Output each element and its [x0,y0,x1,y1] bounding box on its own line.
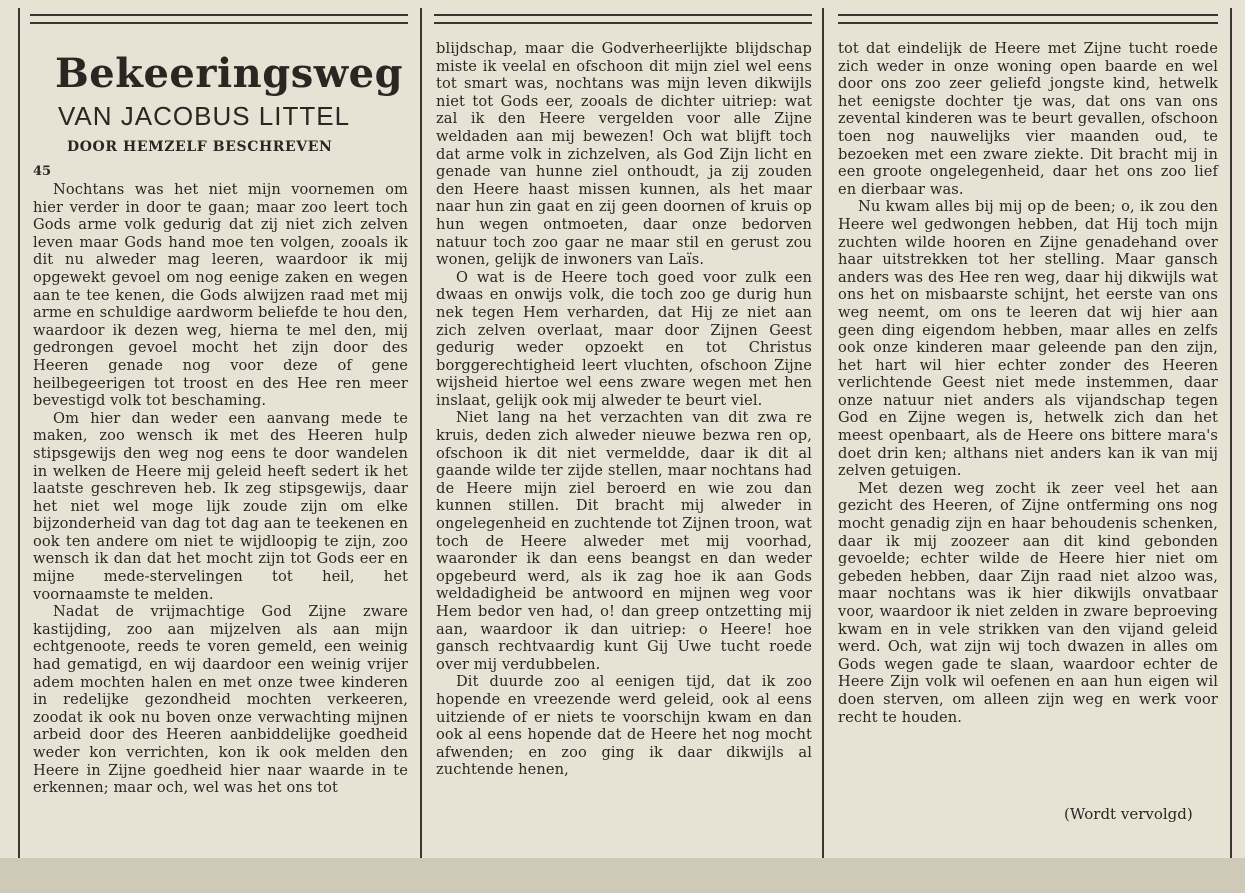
article-subtitle: VAN JACOBUS LITTEL [58,101,351,131]
paragraph: tot dat eindelijk de Heere met Zijne tucht roede zich weder in onze woning open baarde en wel door ons zoo zeer geliefd jongste kind, hetwelk het eenigste dochter tje was, dat ons van ons zevental kinderen was te beurt gevallen, ofschoon toen nog nauwelijks vier maanden oud, te bezoeken met een zware ziekte. Dit bracht mij in een groote ongelegenheid, daar het ons zoo lief en dierbaar was. [838,40,1218,198]
paragraph: Nadat de vrijmachtige God Zijne zware kastijding, zoo aan mijzelven als aan mijn echtgenoote, reeds te voren gemeld, een weinig had gematigd, en wij daardoor een weinig vrijer adem mochten halen en met onze twee kinderen in redelijke gezondheid mochten verkeeren, zoodat ik ook nu boven onze verwachting mijnen arbeid door des Heeren aanbiddelijke goedheid weder kon verrichten, kon ik ook melden den Heere in Zijne goedheid hier naar waarde in te erkennen; maar och, wel was het ons tot [33,603,408,797]
paragraph: Niet lang na het verzachten van dit zwa re kruis, deden zich alweder nieuwe bezwa ren op, ofschoon ik dit niet vermeldde, daar ik dit al gaande wilde ter zijde stellen, maar nochtans had de Heere mijn ziel beroerd en wie zou dan kunnen stillen. Dit bracht mij alweder in ongelegenheid en zuchtende tot Zijnen troon, wat toch de Heere alweder met mij voorhad, waaronder ik dan eens beangst en dan weder opgebeurd werd, als ik zag hoe ik aan Gods weldadigheid be antwoord en mijnen weg voor Hem bedor ven had, o! dan greep ontzetting mij aan, waardoor ik dan uitriep: o Heere! hoe gansch rechtvaardig kunt Gij Uwe tucht roede over mij verdubbelen. [436,409,812,673]
paragraph: O wat is de Heere toch goed voor zulk een dwaas en onwijs volk, die toch zoo ge durig hun nek tegen Hem verharden, dat Hij ze niet aan zich zelven overlaat, maar door Zijnen Geest gedurig weder opzoekt en tot Christus borggerechtigheid leert vluchten, ofschoon Zijne wijsheid hiertoe wel eens zware wegen met hen inslaat, gelijk ook mij alweder te beurt viel. [436,268,812,409]
installment-number: 45 [33,164,52,179]
page-bottom-margin [0,858,1245,893]
continued-notice: (Wordt vervolgd) [1064,805,1193,823]
article-column-2 [436,40,812,779]
paragraph: Dit duurde zoo al eenigen tijd, dat ik zoo hopende en vreezende werd geleid, ook al eens uitziende of er niets te voorschijn kwam en dan ook al eens hopende dat de Heere het nog mocht afwenden; en zoo ging ik daar dikwijls al zuchtende henen, [436,673,812,779]
article-column-1 [33,181,408,797]
article-byline: DOOR HEMZELF BESCHREVEN [67,139,333,155]
paragraph: Nochtans was het niet mijn voornemen om hier verder in door te gaan; maar zoo leert toch Gods arme volk gedurig dat zij niet zich zelven leven maar Gods hand moe ten volgen, zooals ik dit nu alweder mag leeren, waardoor ik mij opgewekt gevoel om nog eenige zaken en wegen aan te tee kenen, die Gods alwijzen raad met mij arme en schuldige aardworm beliefde te hou den, waardoor ik dezen weg, hierna te mel den, mij gedrongen gevoel mocht het zijn door des Heeren genade nog voor deze of gene heilbegeerigen tot troost en des Hee ren meer bevestigd volk tot beschaming. [33,181,408,410]
column-rule-1 [420,8,422,858]
paragraph: Met dezen weg zocht ik zeer veel het aan gezicht des Heeren, of Zijne ontferming ons nog mocht genadig zijn en haar behoudenis schenken, daar ik mij zoozeer aan dit kind gebonden gevoelde; echter wilde de Heere hier niet om gebeden hebben, daar Zijn raad niet alzoo was, maar nochtans was ik hier dikwijls onvatbaar voor, waardoor ik niet zelden in zware beproeving kwam en in vele strikken van den vijand geleid werd. Och, wat zijn wij toch dwazen in alles om Gods wegen gade te slaan, waardoor echter de Heere Zijn volk wil oefenen en aan hun eigen wil doen sterven, om alleen zijn weg en werk voor recht te houden. [838,479,1218,726]
top-rule-column-3 [838,14,1218,24]
article-column-3 [838,40,1218,726]
top-rule-column-2 [434,14,812,24]
column-rule-left [18,8,20,858]
article-title: Bekeeringsweg [55,50,404,97]
paragraph: Om hier dan weder een aanvang mede te maken, zoo wensch ik met des Heeren hulp stipsgewijs den weg nog eens te door wandelen in welken de Heere mij geleid heeft sedert ik het laatste geschreven heb. Ik zeg stipsgewijs, daar het niet wel moge lijk zoude zijn om elke bijzonderheid van dag tot dag aan te teekenen en ook ten andere om niet te wijdloopig te zijn, zoo wensch ik dan dat het mocht zijn tot Gods eer en mijne mede-stervelingen tot heil, het voornaamste te melden. [33,409,408,603]
column-rule-2 [822,8,824,858]
paragraph: Nu kwam alles bij mij op de been; o, ik zou den Heere wel gedwongen hebben, dat Hij toch mijn zuchten wilde hooren en Zijne genadehand over haar uitstrekken tot her stelling. Maar gansch anders was des Hee ren weg, daar hij dikwijls wat ons het on misbaarste schijnt, het eerste van ons weg neemt, om ons te leeren dat wij hier aan geen ding eigendom hebben, maar alles en zelfs ook onze kinderen maar geleende pan den zijn, het hart wil hier echter zonder des Heeren verlichtende Geest niet mede instemmen, daar onze natuur niet anders als vijandschap tegen God en Zijne wegen is, hetwelk zich dan het meest openbaart, als de Heere ons bittere mara's doet drin ken; althans niet anders kan ik van mij zelven getuigen. [838,198,1218,480]
column-rule-right [1230,8,1232,858]
paragraph: blijdschap, maar die Godverheerlijkte blijdschap miste ik veelal en ofschoon dit mijn ziel wel eens tot smart was, nochtans was mijn leven dikwijls niet tot Gods eer, zooals de dichter uitriep: wat zal ik den Heere vergelden voor alle Zijne weldaden aan mij bewezen! Och wat blijft toch dat arme volk in zichzelven, als God Zijn licht en genade van hunne ziel onthoudt, ja zij zouden den Heere haast missen kunnen, als het maar naar hun zin gaat en zij geen doornen of kruis op hun wegen ontmoeten, daar onze bedorven natuur toch zoo gaar ne maar stil en gerust zou wonen, gelijk de inwoners van Laïs. [436,40,812,269]
top-rule-column-1 [30,14,408,24]
